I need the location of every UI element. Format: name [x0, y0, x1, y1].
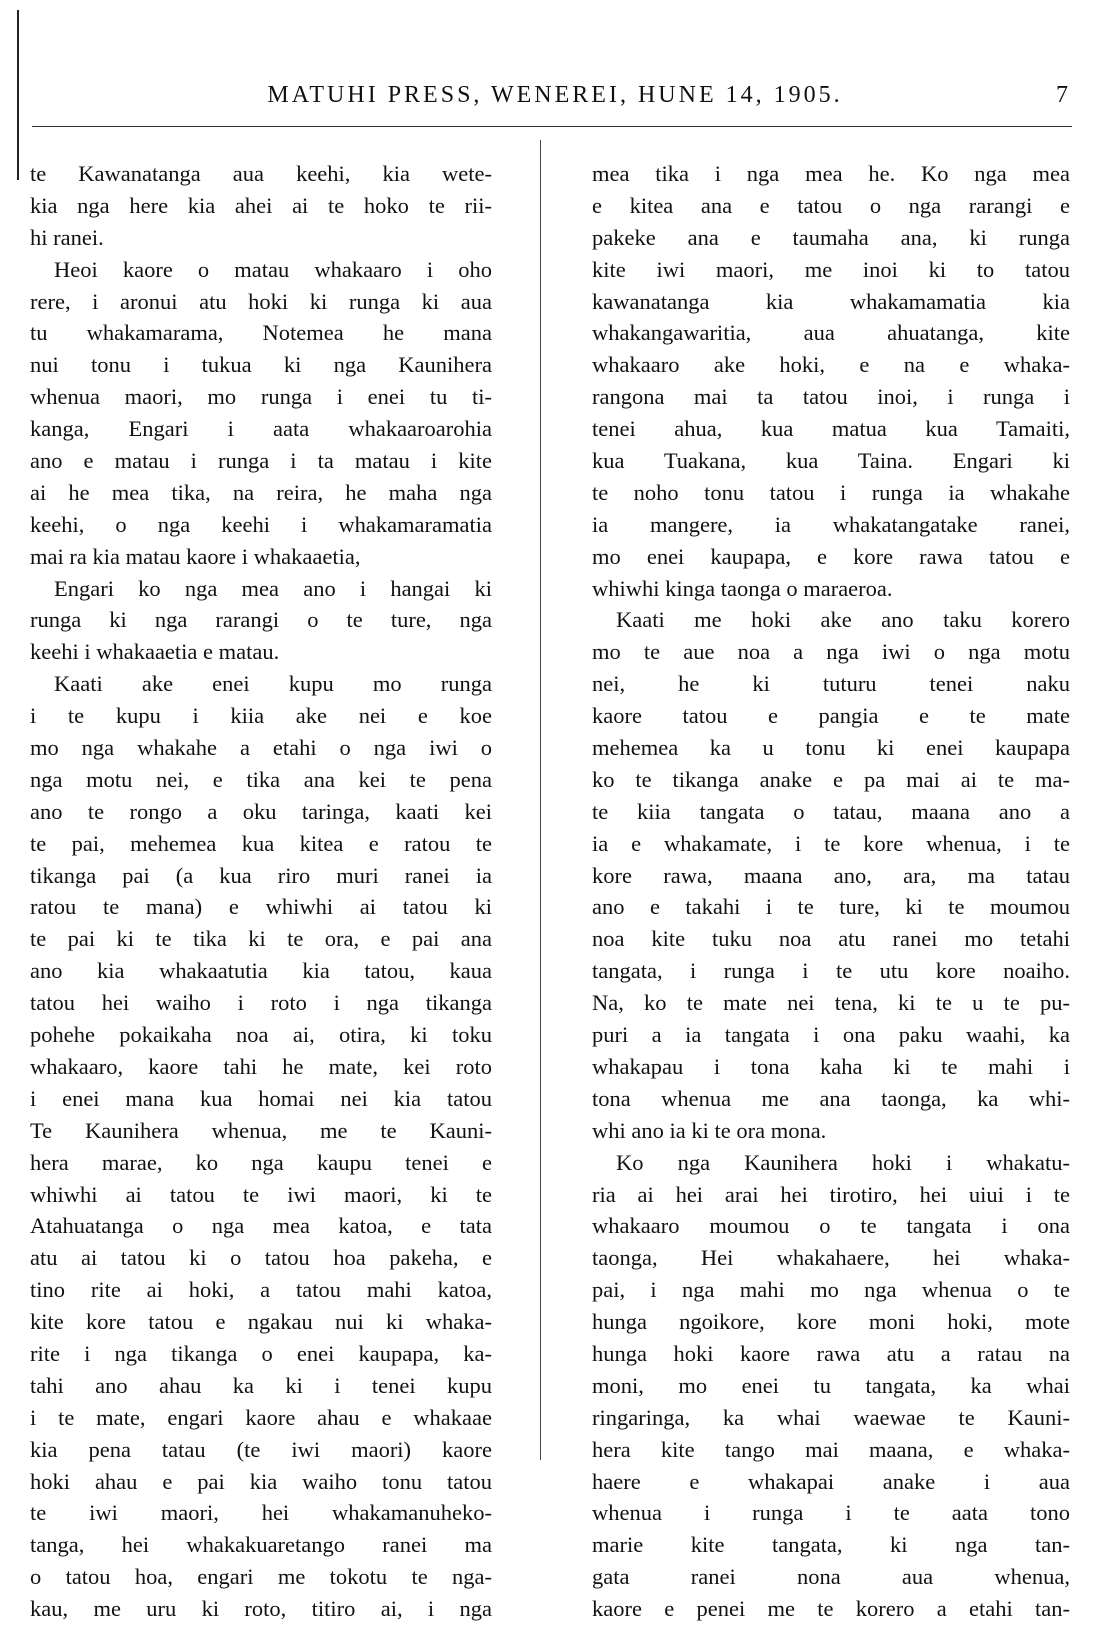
text-line: te noho tonu tatou i runga ia whakahe [592, 479, 1070, 505]
newspaper-header-title: MATUHI PRESS, WENEREI, HUNE 14, 1905. [267, 82, 843, 108]
text-line: mehemea ka u tonu ki enei kaupapa [592, 735, 1070, 761]
text-line: taonga, Hei whakahaere, hei whaka- [592, 1245, 1070, 1271]
text-line: whenua i runga i te aata tono [592, 1500, 1070, 1526]
text-line: gata ranei nona aua whenua, [592, 1564, 1070, 1590]
text-line: kore rawa, maana ano, ara, ma tatau [592, 862, 1070, 888]
text-line: tahi ano ahau ka ki i tenei kupu [30, 1372, 492, 1398]
text-line: kite iwi maori, me inoi ki to tatou [592, 256, 1070, 282]
text-line: te iwi maori, hei whakamanuheko- [30, 1500, 492, 1526]
text-line: kia nga here kia ahei ai te hoko te rii- [30, 192, 492, 218]
text-line: te kiia tangata o tatau, maana ano a [592, 798, 1070, 824]
text-line: e kitea ana e tatou o nga rarangi e [592, 192, 1070, 218]
right-text-column [592, 158, 1070, 1625]
text-line: ano e matau i runga i ta matau i kite [30, 448, 492, 474]
page-header [30, 82, 1080, 122]
text-line: ratou te mana) e whiwhi ai tatou ki [30, 894, 492, 920]
text-line: nei, he ki tuturu tenei naku [592, 671, 1070, 697]
text-line: nga motu nei, e tika ana kei te pena [30, 766, 492, 792]
text-line: tenei ahua, kua matua kua Tamaiti, [592, 416, 1070, 442]
text-line: Kaati ake enei kupu mo runga [54, 671, 492, 697]
text-line: kite kore tatou e ngakau nui ki whaka- [30, 1309, 492, 1335]
text-line: rangona mai ta tatou inoi, i runga i [592, 384, 1070, 410]
text-line: whakaaro, kaore tahi he mate, kei roto [30, 1053, 492, 1079]
text-line: ano e takahi i te ture, ki te moumou [592, 894, 1070, 920]
text-line: Ko nga Kaunihera hoki i whakatu- [616, 1149, 1070, 1175]
text-line: hunga ngoikore, kore moni hoki, mote [592, 1309, 1070, 1335]
text-line: whakaaro moumou o te tangata i ona [592, 1213, 1070, 1239]
text-line: kia pena tatau (te iwi maori) kaore [30, 1436, 492, 1462]
text-line: tikanga pai (a kua riro muri ranei ia [30, 862, 492, 888]
text-line: whiwhi kinga taonga o maraeroa. [592, 575, 893, 601]
text-line: puri a ia tangata i ona paku waahi, ka [592, 1022, 1070, 1048]
text-line: te pai, mehemea kua kitea e ratou te [30, 830, 492, 856]
text-line: tatou hei waiho i roto i nga tikanga [30, 990, 492, 1016]
text-line: marie kite tangata, ki nga tan- [592, 1532, 1070, 1558]
text-line: Heoi kaore o matau whakaaro i oho [54, 256, 492, 282]
column-divider [540, 140, 541, 1460]
text-line: whenua maori, mo runga i enei tu ti- [30, 384, 492, 410]
text-line: kaore tatou e pangia e te mate [592, 703, 1070, 729]
text-line: kawanatanga kia whakamamatia kia [592, 288, 1070, 314]
text-line: mai ra kia matau kaore i whakaaetia, [30, 543, 361, 569]
text-line: ria ai hei arai hei tirotiro, hei uiui i te [592, 1181, 1070, 1207]
text-line: whakapau i tona kaha ki te mahi i [592, 1053, 1070, 1079]
text-line: tona whenua me ana taonga, ka whi- [592, 1085, 1070, 1111]
text-line: hoki ahau e pai kia waiho tonu tatou [30, 1468, 492, 1494]
text-line: Engari ko nga mea ano i hangai ki [54, 575, 492, 601]
text-line: mo nga whakahe a etahi o nga iwi o [30, 735, 492, 761]
text-line: hera kite tango mai maana, e whaka- [592, 1436, 1070, 1462]
text-line: kaore e penei me te korero a etahi tan- [592, 1596, 1070, 1622]
text-line: i enei mana kua homai nei kia tatou [30, 1085, 492, 1111]
text-line: ko te tikanga anake e pa mai ai te ma- [592, 766, 1070, 792]
text-line: keehi, o nga keehi i whakamaramatia [30, 511, 492, 537]
page-number: 7 [1056, 82, 1068, 108]
page-edge-line [17, 10, 19, 180]
text-line: kanga, Engari i aata whakaaroarohia [30, 416, 492, 442]
text-line: kua Tuakana, kua Taina. Engari ki [592, 448, 1070, 474]
text-line: mea tika i nga mea he. Ko nga mea [592, 161, 1070, 186]
text-line: te pai ki te tika ki te ora, e pai ana [30, 926, 492, 952]
text-line: kau, me uru ki roto, titiro ai, i nga [30, 1596, 492, 1622]
text-line: hi ranei. [30, 224, 104, 250]
text-line: i te mate, engari kaore ahau e whakaae [30, 1404, 492, 1430]
text-line: Na, ko te mate nei tena, ki te u te pu- [592, 990, 1070, 1016]
header-rule [32, 126, 1072, 127]
text-line: nui tonu i tukua ki nga Kaunihera [30, 352, 492, 378]
text-line: tino rite ai hoki, a tatou mahi katoa, [30, 1277, 492, 1303]
text-line: runga ki nga rarangi o te ture, nga [30, 607, 492, 633]
text-line: atu ai tatou ki o tatou hoa pakeha, e [30, 1245, 492, 1271]
text-line: ia mangere, ia whakatangatake ranei, [592, 511, 1070, 537]
text-line: pohehe pokaikaha noa ai, otira, ki toku [30, 1022, 492, 1048]
text-line: rere, i aronui atu hoki ki runga ki aua [30, 288, 492, 314]
left-text-column [30, 158, 492, 1625]
text-line: haere e whakapai anake i aua [592, 1468, 1070, 1494]
text-line: ano kia whakaatutia kia tatou, kaua [30, 958, 492, 984]
text-line: ano te rongo a oku taringa, kaati kei [30, 798, 492, 824]
text-line: ringaringa, ka whai waewae te Kauni- [592, 1404, 1070, 1430]
text-line: keehi i whakaaetia e matau. [30, 639, 280, 665]
text-line: whakaaro ake hoki, e na e whaka- [592, 352, 1070, 378]
text-line: mo enei kaupapa, e kore rawa tatou e [592, 543, 1070, 569]
text-line: i te kupu i kiia ake nei e koe [30, 703, 492, 729]
text-line: whi ano ia ki te ora mona. [592, 1117, 827, 1143]
text-line: Atahuatanga o nga mea katoa, e tata [30, 1213, 492, 1239]
text-line: noa kite tuku noa atu ranei mo tetahi [592, 926, 1070, 952]
text-line: mo te aue noa a nga iwi o nga motu [592, 639, 1070, 665]
text-line: te Kawanatanga aua keehi, kia wete- [30, 161, 492, 186]
text-line: pakeke ana e taumaha ana, ki runga [592, 224, 1070, 250]
text-line: Te Kaunihera whenua, me te Kauni- [30, 1117, 492, 1143]
text-line: rite i nga tikanga o enei kaupapa, ka- [30, 1340, 492, 1366]
text-line: Kaati me hoki ake ano taku korero [616, 607, 1070, 633]
text-line: hera marae, ko nga kaupu tenei e [30, 1149, 492, 1175]
text-line: ai he mea tika, na reira, he maha nga [30, 479, 492, 505]
text-line: tu whakamarama, Notemea he mana [30, 320, 492, 346]
text-line: whiwhi ai tatou te iwi maori, ki te [30, 1181, 492, 1207]
text-line: ia e whakamate, i te kore whenua, i te [592, 830, 1070, 856]
text-line: hunga hoki kaore rawa atu a ratau na [592, 1340, 1070, 1366]
text-line: tangata, i runga i te utu kore noaiho. [592, 958, 1070, 984]
text-line: pai, i nga mahi mo nga whenua o te [592, 1277, 1070, 1303]
text-line: o tatou hoa, engari me tokotu te nga- [30, 1564, 492, 1590]
text-line: whakangawaritia, aua ahuatanga, kite [592, 320, 1070, 346]
text-line: tanga, hei whakakuaretango ranei ma [30, 1532, 492, 1558]
text-line: moni, mo enei tu tangata, ka whai [592, 1372, 1070, 1398]
